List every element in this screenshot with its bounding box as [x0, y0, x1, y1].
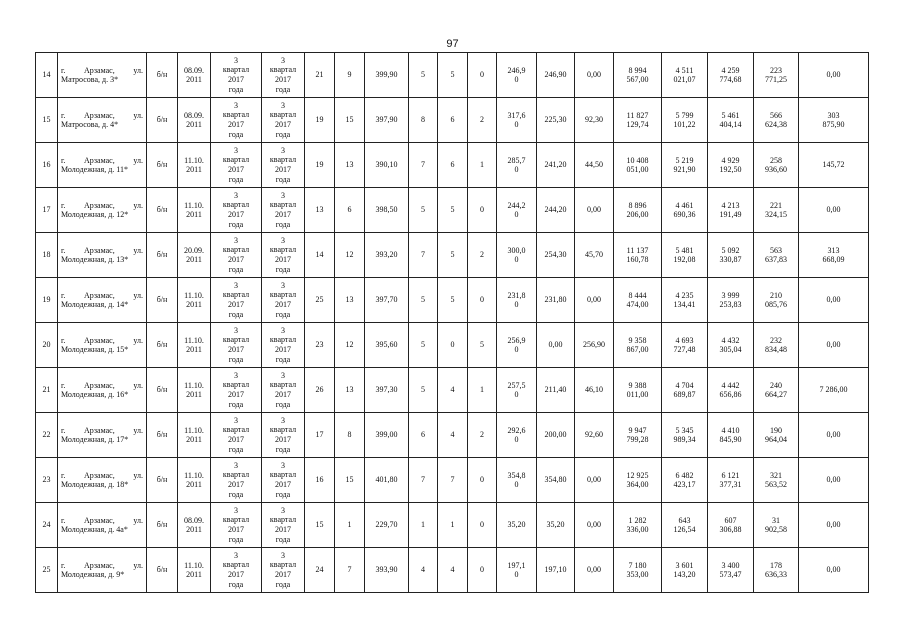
value-cell-c19: 321 563,52 — [754, 458, 799, 503]
value-cell-c20: 0,00 — [799, 278, 869, 323]
address-cell: г. Арзамас, ул. Молодежная, д. 9* — [58, 548, 147, 593]
value-cell-c10: 4 — [409, 548, 438, 593]
address-cell: г. Арзамас, ул. Молодежная, д. 18* — [58, 458, 147, 503]
value-cell-c19: 190 964,04 — [754, 413, 799, 458]
document-date-cell: 08.09. 2011 — [178, 53, 211, 98]
value-cell-c14: 354,80 — [537, 458, 575, 503]
value-cell-c13: 244,2 0 — [497, 188, 537, 233]
planned-start-cell: 3 квартал 2017 года — [211, 188, 262, 233]
page-number: 97 — [446, 38, 459, 50]
value-cell-c8: 9 — [335, 53, 365, 98]
value-cell-c10: 5 — [409, 368, 438, 413]
address-cell: г. Арзамас, ул. Молодежная, д. 13* — [58, 233, 147, 278]
value-cell-c16: 9 388 011,00 — [614, 368, 662, 413]
value-cell-c7: 21 — [305, 53, 335, 98]
value-cell-c10: 7 — [409, 143, 438, 188]
value-cell-c16: 11 137 160,78 — [614, 233, 662, 278]
row-number: 22 — [36, 413, 58, 458]
value-cell-c18: 4 259 774,68 — [708, 53, 754, 98]
value-cell-c15: 45,70 — [575, 233, 614, 278]
value-cell-c8: 12 — [335, 323, 365, 368]
value-cell-c19: 232 834,48 — [754, 323, 799, 368]
document-number-cell: б/н — [147, 548, 178, 593]
value-cell-c20: 0,00 — [799, 548, 869, 593]
row-number: 18 — [36, 233, 58, 278]
planned-start-cell: 3 квартал 2017 года — [211, 143, 262, 188]
value-cell-c20: 303 875,90 — [799, 98, 869, 143]
value-cell-c18: 4 929 192,50 — [708, 143, 754, 188]
document-date-cell: 08.09. 2011 — [178, 503, 211, 548]
value-cell-c19: 566 624,38 — [754, 98, 799, 143]
value-cell-c7: 16 — [305, 458, 335, 503]
planned-start-cell: 3 квартал 2017 года — [211, 278, 262, 323]
value-cell-c19: 223 771,25 — [754, 53, 799, 98]
document-date-cell: 11.10. 2011 — [178, 188, 211, 233]
value-cell-c12: 0 — [468, 278, 497, 323]
document-date-cell: 11.10. 2011 — [178, 458, 211, 503]
value-cell-c17: 5 219 921,90 — [662, 143, 708, 188]
value-cell-c18: 4 213 191,49 — [708, 188, 754, 233]
value-cell-c19: 31 902,58 — [754, 503, 799, 548]
value-cell-c8: 6 — [335, 188, 365, 233]
value-cell-c20: 0,00 — [799, 458, 869, 503]
value-cell-c18: 607 306,88 — [708, 503, 754, 548]
value-cell-c17: 4 693 727,48 — [662, 323, 708, 368]
value-cell-c9: 397,30 — [365, 368, 409, 413]
value-cell-c15: 46,10 — [575, 368, 614, 413]
value-cell-c10: 1 — [409, 503, 438, 548]
value-cell-c15: 0,00 — [575, 458, 614, 503]
document-date-cell: 11.10. 2011 — [178, 323, 211, 368]
address-cell: г. Арзамас, ул. Молодежная, д. 16* — [58, 368, 147, 413]
value-cell-c8: 13 — [335, 143, 365, 188]
value-cell-c17: 6 482 423,17 — [662, 458, 708, 503]
value-cell-c18: 4 442 656,86 — [708, 368, 754, 413]
table-row — [36, 548, 869, 593]
value-cell-c11: 4 — [438, 548, 468, 593]
row-number: 20 — [36, 323, 58, 368]
table-body — [36, 53, 869, 593]
document-date-cell: 11.10. 2011 — [178, 548, 211, 593]
value-cell-c16: 11 827 129,74 — [614, 98, 662, 143]
address-cell: г. Арзамас, ул. Молодежная, д. 4а* — [58, 503, 147, 548]
value-cell-c8: 15 — [335, 458, 365, 503]
document-date-cell: 11.10. 2011 — [178, 413, 211, 458]
value-cell-c19: 258 936,60 — [754, 143, 799, 188]
value-cell-c8: 13 — [335, 278, 365, 323]
value-cell-c15: 0,00 — [575, 548, 614, 593]
housing-registry-table — [35, 52, 869, 593]
planned-end-cell: 3 квартал 2017 года — [262, 143, 305, 188]
value-cell-c13: 354,8 0 — [497, 458, 537, 503]
value-cell-c15: 0,00 — [575, 278, 614, 323]
address-cell: г. Арзамас, ул. Молодежная, д. 12* — [58, 188, 147, 233]
value-cell-c13: 257,5 0 — [497, 368, 537, 413]
value-cell-c16: 12 925 364,00 — [614, 458, 662, 503]
planned-end-cell: 3 квартал 2017 года — [262, 548, 305, 593]
row-number: 23 — [36, 458, 58, 503]
planned-start-cell: 3 квартал 2017 года — [211, 503, 262, 548]
value-cell-c12: 0 — [468, 503, 497, 548]
value-cell-c8: 7 — [335, 548, 365, 593]
value-cell-c11: 5 — [438, 233, 468, 278]
document-number-cell: б/н — [147, 233, 178, 278]
value-cell-c8: 13 — [335, 368, 365, 413]
value-cell-c7: 19 — [305, 98, 335, 143]
value-cell-c9: 390,10 — [365, 143, 409, 188]
value-cell-c20: 0,00 — [799, 323, 869, 368]
value-cell-c17: 5 345 989,34 — [662, 413, 708, 458]
document-number-cell: б/н — [147, 368, 178, 413]
value-cell-c9: 229,70 — [365, 503, 409, 548]
value-cell-c15: 0,00 — [575, 503, 614, 548]
value-cell-c10: 5 — [409, 188, 438, 233]
value-cell-c16: 9 947 799,28 — [614, 413, 662, 458]
value-cell-c18: 3 999 253,83 — [708, 278, 754, 323]
value-cell-c11: 4 — [438, 413, 468, 458]
value-cell-c11: 4 — [438, 368, 468, 413]
planned-start-cell: 3 квартал 2017 года — [211, 413, 262, 458]
value-cell-c7: 17 — [305, 413, 335, 458]
value-cell-c17: 4 235 134,41 — [662, 278, 708, 323]
row-number: 17 — [36, 188, 58, 233]
table-row — [36, 188, 869, 233]
document-number-cell: б/н — [147, 53, 178, 98]
value-cell-c10: 7 — [409, 233, 438, 278]
value-cell-c20: 7 286,00 — [799, 368, 869, 413]
value-cell-c9: 395,60 — [365, 323, 409, 368]
value-cell-c19: 563 637,83 — [754, 233, 799, 278]
value-cell-c20: 313 668,09 — [799, 233, 869, 278]
value-cell-c14: 211,40 — [537, 368, 575, 413]
planned-end-cell: 3 квартал 2017 года — [262, 278, 305, 323]
value-cell-c20: 0,00 — [799, 188, 869, 233]
value-cell-c18: 4 432 305,04 — [708, 323, 754, 368]
value-cell-c17: 4 461 690,36 — [662, 188, 708, 233]
value-cell-c12: 0 — [468, 53, 497, 98]
document-number-cell: б/н — [147, 188, 178, 233]
value-cell-c19: 178 636,33 — [754, 548, 799, 593]
planned-end-cell: 3 квартал 2017 года — [262, 98, 305, 143]
value-cell-c17: 5 481 192,08 — [662, 233, 708, 278]
value-cell-c15: 0,00 — [575, 53, 614, 98]
value-cell-c8: 8 — [335, 413, 365, 458]
value-cell-c16: 1 282 336,00 — [614, 503, 662, 548]
value-cell-c16: 9 358 867,00 — [614, 323, 662, 368]
table-row — [36, 458, 869, 503]
value-cell-c14: 254,30 — [537, 233, 575, 278]
document-date-cell: 08.09. 2011 — [178, 98, 211, 143]
value-cell-c9: 401,80 — [365, 458, 409, 503]
value-cell-c18: 3 400 573,47 — [708, 548, 754, 593]
value-cell-c11: 7 — [438, 458, 468, 503]
document-date-cell: 11.10. 2011 — [178, 278, 211, 323]
value-cell-c20: 145,72 — [799, 143, 869, 188]
value-cell-c7: 19 — [305, 143, 335, 188]
value-cell-c13: 256,9 0 — [497, 323, 537, 368]
value-cell-c14: 197,10 — [537, 548, 575, 593]
document-number-cell: б/н — [147, 458, 178, 503]
table-row — [36, 53, 869, 98]
value-cell-c15: 92,60 — [575, 413, 614, 458]
value-cell-c10: 5 — [409, 278, 438, 323]
value-cell-c12: 0 — [468, 458, 497, 503]
value-cell-c17: 3 601 143,20 — [662, 548, 708, 593]
value-cell-c16: 8 994 567,00 — [614, 53, 662, 98]
value-cell-c10: 8 — [409, 98, 438, 143]
value-cell-c14: 244,20 — [537, 188, 575, 233]
value-cell-c13: 285,7 0 — [497, 143, 537, 188]
value-cell-c14: 0,00 — [537, 323, 575, 368]
value-cell-c13: 300,0 0 — [497, 233, 537, 278]
planned-end-cell: 3 квартал 2017 года — [262, 503, 305, 548]
address-cell: г. Арзамас, ул. Молодежная, д. 14* — [58, 278, 147, 323]
value-cell-c7: 23 — [305, 323, 335, 368]
value-cell-c11: 1 — [438, 503, 468, 548]
value-cell-c9: 399,90 — [365, 53, 409, 98]
value-cell-c9: 393,90 — [365, 548, 409, 593]
document-number-cell: б/н — [147, 323, 178, 368]
value-cell-c11: 5 — [438, 53, 468, 98]
table-row — [36, 503, 869, 548]
value-cell-c13: 197,1 0 — [497, 548, 537, 593]
value-cell-c12: 2 — [468, 233, 497, 278]
value-cell-c16: 10 408 051,00 — [614, 143, 662, 188]
planned-end-cell: 3 квартал 2017 года — [262, 188, 305, 233]
table-row — [36, 323, 869, 368]
row-number: 16 — [36, 143, 58, 188]
value-cell-c18: 4 410 845,90 — [708, 413, 754, 458]
document-number-cell: б/н — [147, 413, 178, 458]
value-cell-c15: 0,00 — [575, 188, 614, 233]
value-cell-c16: 7 180 353,00 — [614, 548, 662, 593]
value-cell-c12: 1 — [468, 368, 497, 413]
value-cell-c9: 399,00 — [365, 413, 409, 458]
value-cell-c13: 246,9 0 — [497, 53, 537, 98]
planned-end-cell: 3 квартал 2017 года — [262, 368, 305, 413]
planned-start-cell: 3 квартал 2017 года — [211, 233, 262, 278]
value-cell-c13: 317,6 0 — [497, 98, 537, 143]
table-row — [36, 233, 869, 278]
value-cell-c15: 44,50 — [575, 143, 614, 188]
value-cell-c10: 6 — [409, 413, 438, 458]
value-cell-c18: 5 461 404,14 — [708, 98, 754, 143]
value-cell-c11: 6 — [438, 98, 468, 143]
value-cell-c20: 0,00 — [799, 53, 869, 98]
row-number: 21 — [36, 368, 58, 413]
planned-start-cell: 3 квартал 2017 года — [211, 323, 262, 368]
table-row — [36, 143, 869, 188]
planned-start-cell: 3 квартал 2017 года — [211, 368, 262, 413]
value-cell-c12: 0 — [468, 548, 497, 593]
value-cell-c11: 5 — [438, 278, 468, 323]
planned-end-cell: 3 квартал 2017 года — [262, 53, 305, 98]
table-row — [36, 413, 869, 458]
value-cell-c13: 292,6 0 — [497, 413, 537, 458]
row-number: 24 — [36, 503, 58, 548]
value-cell-c20: 0,00 — [799, 503, 869, 548]
value-cell-c11: 6 — [438, 143, 468, 188]
address-cell: г. Арзамас, ул. Молодежная, д. 17* — [58, 413, 147, 458]
value-cell-c16: 8 896 206,00 — [614, 188, 662, 233]
planned-start-cell: 3 квартал 2017 года — [211, 98, 262, 143]
table-row — [36, 368, 869, 413]
planned-end-cell: 3 квартал 2017 года — [262, 458, 305, 503]
value-cell-c10: 5 — [409, 53, 438, 98]
value-cell-c20: 0,00 — [799, 413, 869, 458]
table-row — [36, 278, 869, 323]
value-cell-c13: 231,8 0 — [497, 278, 537, 323]
value-cell-c12: 2 — [468, 98, 497, 143]
value-cell-c8: 15 — [335, 98, 365, 143]
table-row — [36, 98, 869, 143]
value-cell-c14: 35,20 — [537, 503, 575, 548]
value-cell-c11: 5 — [438, 188, 468, 233]
planned-end-cell: 3 квартал 2017 года — [262, 413, 305, 458]
value-cell-c12: 5 — [468, 323, 497, 368]
document-number-cell: б/н — [147, 503, 178, 548]
planned-end-cell: 3 квартал 2017 года — [262, 233, 305, 278]
value-cell-c19: 221 324,15 — [754, 188, 799, 233]
value-cell-c9: 398,50 — [365, 188, 409, 233]
address-cell: г. Арзамас, ул. Молодежная, д. 11* — [58, 143, 147, 188]
row-number: 14 — [36, 53, 58, 98]
value-cell-c10: 5 — [409, 323, 438, 368]
value-cell-c17: 5 799 101,22 — [662, 98, 708, 143]
value-cell-c15: 92,30 — [575, 98, 614, 143]
document-number-cell: б/н — [147, 98, 178, 143]
value-cell-c9: 397,90 — [365, 98, 409, 143]
address-cell: г. Арзамас, ул. Молодежная, д. 15* — [58, 323, 147, 368]
row-number: 15 — [36, 98, 58, 143]
planned-start-cell: 3 квартал 2017 года — [211, 548, 262, 593]
value-cell-c9: 393,20 — [365, 233, 409, 278]
value-cell-c7: 14 — [305, 233, 335, 278]
document-number-cell: б/н — [147, 143, 178, 188]
value-cell-c16: 8 444 474,00 — [614, 278, 662, 323]
value-cell-c18: 6 121 377,31 — [708, 458, 754, 503]
document-date-cell: 11.10. 2011 — [178, 368, 211, 413]
value-cell-c18: 5 092 330,87 — [708, 233, 754, 278]
row-number: 19 — [36, 278, 58, 323]
value-cell-c7: 15 — [305, 503, 335, 548]
value-cell-c14: 231,80 — [537, 278, 575, 323]
value-cell-c7: 25 — [305, 278, 335, 323]
value-cell-c14: 200,00 — [537, 413, 575, 458]
document-number-cell: б/н — [147, 278, 178, 323]
address-cell: г. Арзамас, ул. Матросова, д. 4* — [58, 98, 147, 143]
value-cell-c8: 1 — [335, 503, 365, 548]
value-cell-c8: 12 — [335, 233, 365, 278]
value-cell-c17: 4 511 021,07 — [662, 53, 708, 98]
planned-start-cell: 3 квартал 2017 года — [211, 53, 262, 98]
value-cell-c15: 256,90 — [575, 323, 614, 368]
value-cell-c17: 643 126,54 — [662, 503, 708, 548]
planned-start-cell: 3 квартал 2017 года — [211, 458, 262, 503]
value-cell-c14: 246,90 — [537, 53, 575, 98]
planned-end-cell: 3 квартал 2017 года — [262, 323, 305, 368]
value-cell-c10: 7 — [409, 458, 438, 503]
value-cell-c19: 210 085,76 — [754, 278, 799, 323]
address-cell: г. Арзамас, ул. Матросова, д. 3* — [58, 53, 147, 98]
value-cell-c12: 1 — [468, 143, 497, 188]
document-date-cell: 20.09. 2011 — [178, 233, 211, 278]
value-cell-c14: 225,30 — [537, 98, 575, 143]
value-cell-c19: 240 664,27 — [754, 368, 799, 413]
value-cell-c7: 24 — [305, 548, 335, 593]
value-cell-c7: 13 — [305, 188, 335, 233]
value-cell-c12: 2 — [468, 413, 497, 458]
value-cell-c17: 4 704 689,87 — [662, 368, 708, 413]
value-cell-c13: 35,20 — [497, 503, 537, 548]
value-cell-c12: 0 — [468, 188, 497, 233]
document-date-cell: 11.10. 2011 — [178, 143, 211, 188]
value-cell-c11: 0 — [438, 323, 468, 368]
value-cell-c14: 241,20 — [537, 143, 575, 188]
value-cell-c9: 397,70 — [365, 278, 409, 323]
row-number: 25 — [36, 548, 58, 593]
value-cell-c7: 26 — [305, 368, 335, 413]
